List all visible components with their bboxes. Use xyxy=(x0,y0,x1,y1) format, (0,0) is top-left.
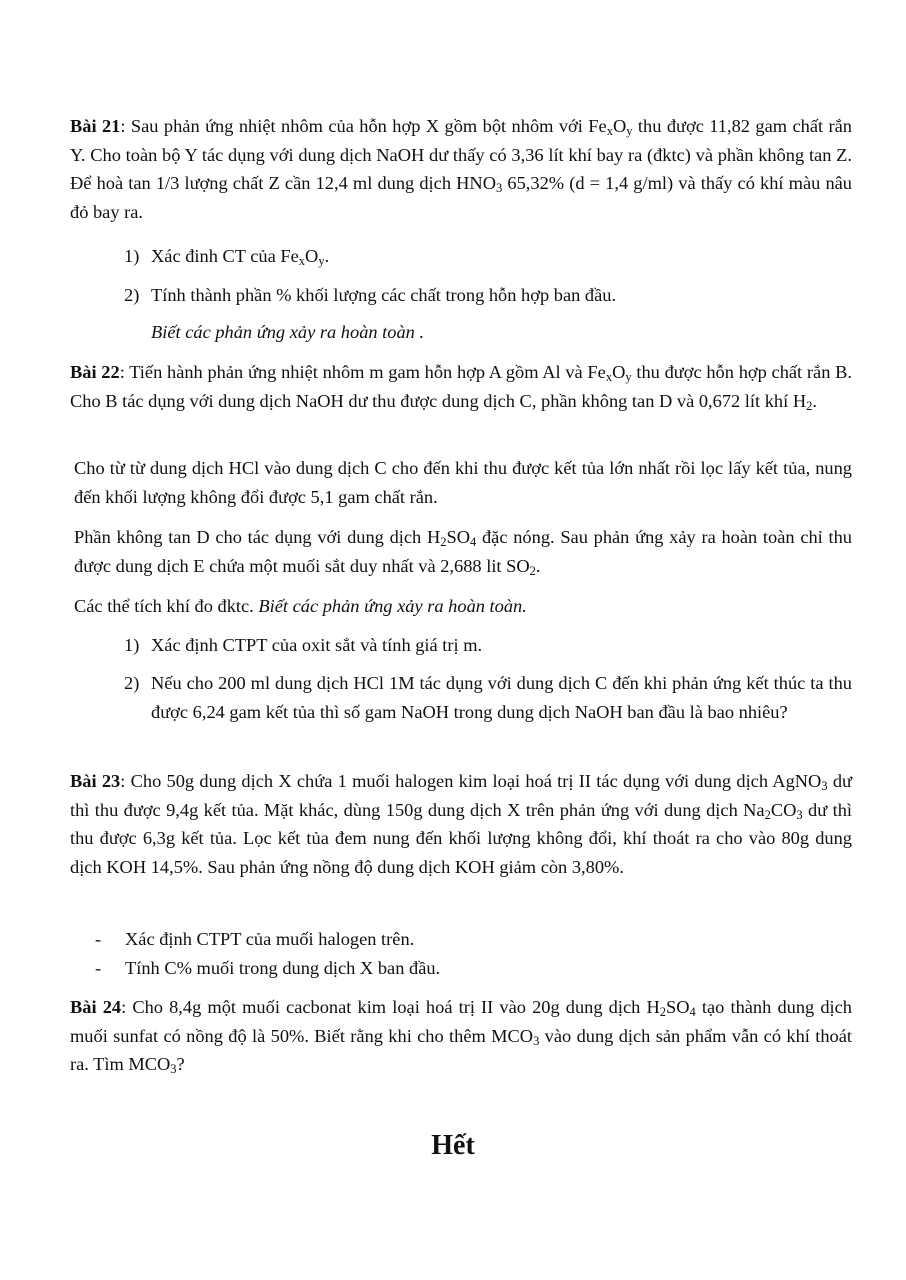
bai-22-question-2: 2) Nếu cho 200 ml dung dịch HCl 1M tác dụng với dung dịch C đến khi phản ứng kết thúc ta thu được 6,24 gam kết tủa thì số gam NaOH trong dung dịch NaOH ban đầu là bao nhiêu? xyxy=(124,673,852,722)
bai-21-question-2: 2) Tính thành phần % khối lượng các chất trong hỗn hợp ban đầu. xyxy=(124,285,617,305)
end-heading: Hết xyxy=(431,1130,475,1161)
bai-22-paragraph: Bài 22: Tiến hành phản ứng nhiệt nhôm m gam hỗn hợp A gồm Al và $Fe_xO_y$ thu được hỗn hợp chất rắn B. Cho B tác dụng với dung dịch NaOH dư thu được dung dịch C, phần không tan D và 0,672 lít khí $H_2$. xyxy=(70,362,852,413)
bai-22-paragraph-3: Phần không tan D cho tác dụng với dung dịch $H_2SO_4$ đặc nóng. Sau phản ứng xảy ra hoàn toàn chỉ thu được dung dịch E chứa một muối sắt duy nhất và 2,688 lit $SO_2$. xyxy=(74,527,853,578)
bai-21-paragraph: Bài 21: Sau phản ứng nhiệt nhôm của hỗn hợp X gồm bột nhôm với $Fe_xO_y$ thu được 11,82 gam chất rắn Y. Cho toàn bộ Y tác dụng với dung dịch NaOH dư thấy có 3,36 lít khí bay ra (đktc) và phần không tan Z. Để hoà tan 1/3 lượng chất Z cần 12,4 ml dung dịch $HNO_3$ 65,32% (d = 1,4 g/ml) và thấy có khí màu nâu đỏ bay ra. xyxy=(70,116,853,222)
bai-22-paragraph-2: Cho từ từ dung dịch HCl vào dung dịch C cho đến khi thu được kết tủa lớn nhất rồi lọc lấy kết tủa, nung đến khối lượng không đổi được 5,1 gam chất rắn. xyxy=(74,458,852,507)
bai-22-paragraph-4: Các thể tích khí đo đktc. Biết các phản ứng xảy ra hoàn toàn. xyxy=(74,596,527,616)
bai-23-task-1: - Xác định CTPT của muối halogen trên. xyxy=(95,929,415,949)
bai-21-note: Biết các phản ứng xảy ra hoàn toàn . xyxy=(151,322,425,342)
bai-21-question-1: 1) Xác đinh CT của $Fe_xO_y$. xyxy=(124,246,330,268)
bai-22-question-1: 1) Xác định CTPT của oxit sắt và tính giá trị m. xyxy=(124,635,483,655)
bai-23-task-2: - Tính C% muối trong dung dịch X ban đầu. xyxy=(95,958,441,978)
bai-23-paragraph: Bài 23: Cho 50g dung dịch X chứa 1 muối halogen kim loại hoá trị II tác dụng với dung dịch AgNO$_3$ dư thì thu được 9,4g kết tủa. Mặt khác, dùng 150g dung dịch X trên phản ứng với dung dịch $Na_2CO_3$ dư thì thu được 6,3g kết tủa. Lọc kết tủa đem nung đến khối lượng không đổi, khí thoát ra cho vào 80g dung dịch KOH 14,5%. Sau phản ứng nồng độ dung dịch KOH giảm còn 3,80%. xyxy=(70,771,853,877)
bai-24-paragraph: Bài 24: Cho 8,4g một muối cacbonat kim loại hoá trị II vào 20g dung dịch $H_2SO_4$ tạo thành dung dịch muối sunfat có nồng độ là 50%. Biết rằng khi cho thêm $MCO_3$ vào dung dịch sản phẩm vẫn có khí thoát ra. Tìm $MCO_3$? xyxy=(70,997,853,1076)
bai-23-title: Bài 23 xyxy=(70,771,121,791)
bai-24-title: Bài 24 xyxy=(70,997,122,1017)
bai-21-title: Bài 21 xyxy=(70,116,121,136)
bai-22-title: Bài 22 xyxy=(70,362,120,382)
